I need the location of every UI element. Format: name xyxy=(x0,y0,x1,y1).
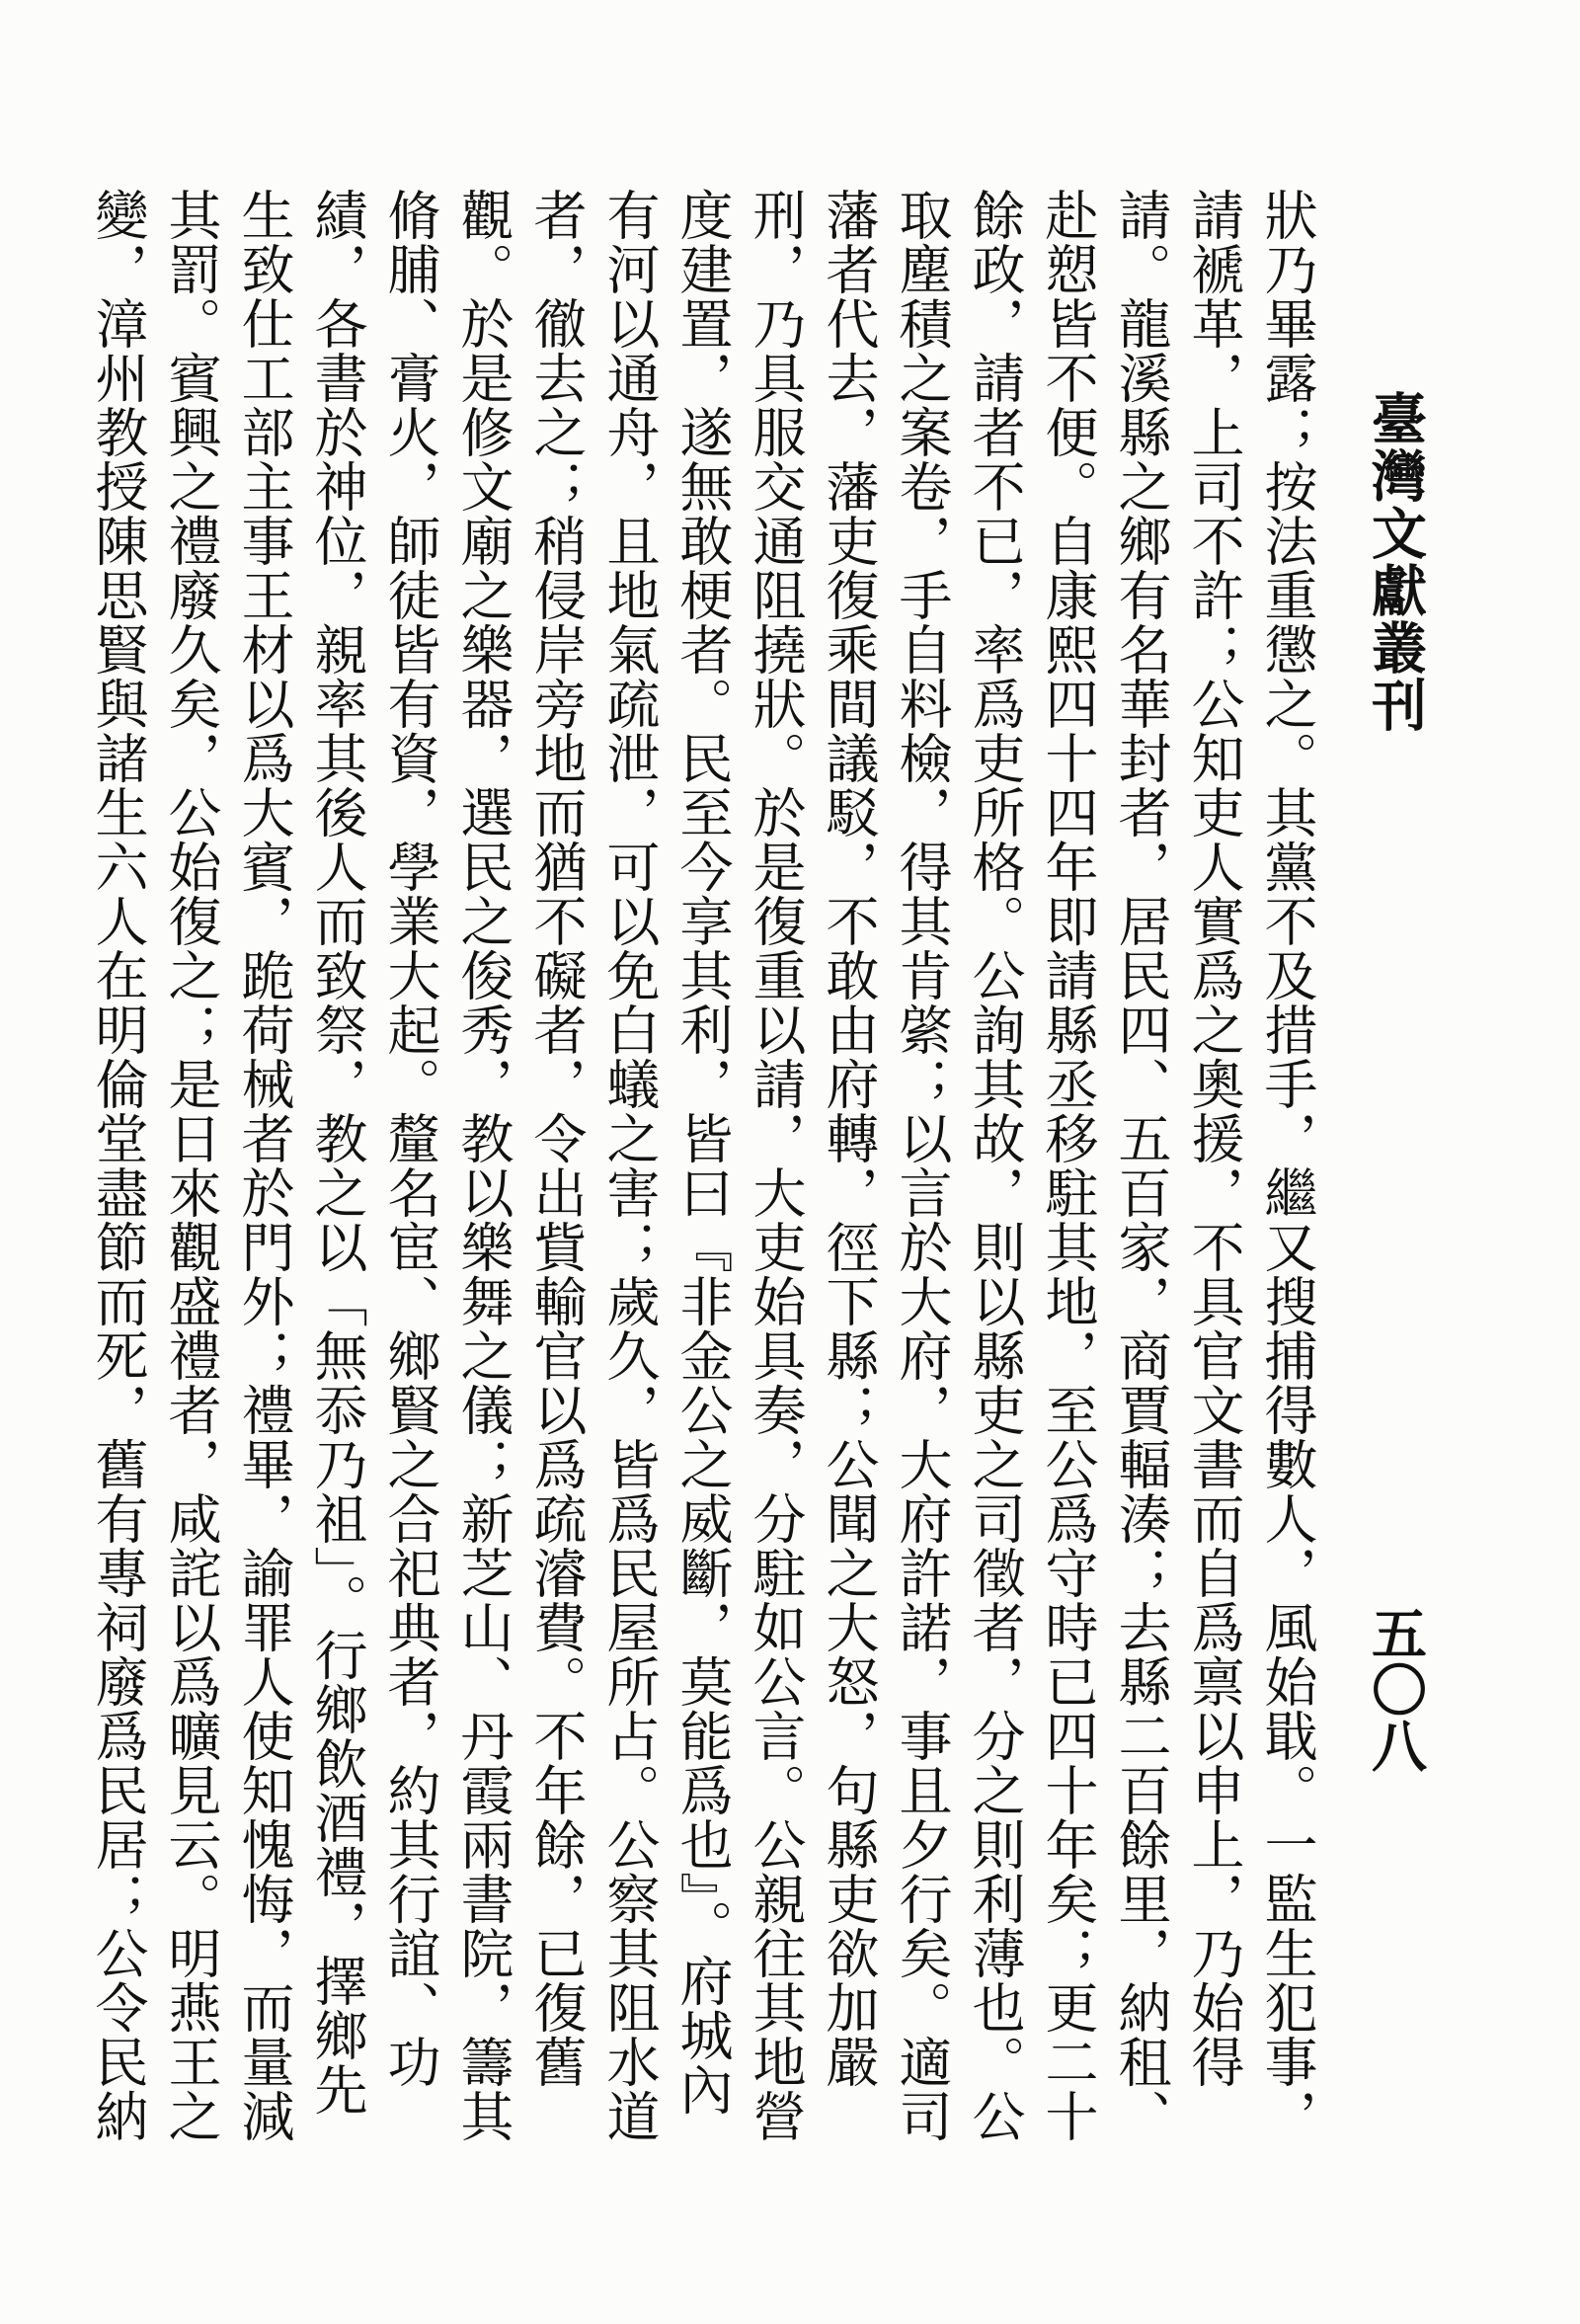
page-number: 五〇八 xyxy=(1363,1605,1428,1774)
vertical-body-text: 狀乃畢露；按法重懲之。其黨不及措手，繼又搜捕得數人，風始戢。一監生犯事，請褫革，上司不許；公知吏人實爲之奧援，不具官文書而自爲禀以申上，乃始得請。龍溪縣之鄉有名華封者，居民四、五百家，商賈輻湊；去縣二百餘里，納租、赴愬皆不便。自康熙四十四年即請縣丞移駐其地，至公爲守時已四十年矣；更二十餘政，請者不已，率爲吏所格。公詢其故，則以縣吏之司徵者，分之則利薄也。公取塵積之案卷，手自料檢，得其肯綮；以言於大府，大府許諾，事且夕行矣。適司藩者代去，藩吏復乘間議駁，不敢由府轉，徑下縣；公聞之大怒，句縣吏欲加嚴刑，乃具服交通阻撓狀。於是復重以請，大吏始具奏，分駐如公言。公親往其地營度建置，遂無敢梗者。民至今享其利，皆曰『非金公之威斷，莫能爲也』。府城內有河以通舟，且地氣疏泄，可以免白蟻之害；歲久，皆爲民屋所占。公察其阻水道者，徹去之；稍侵岸旁地而猶不礙者，令出貲輸官以爲疏濬費。不年餘，已復舊觀。於是修文廟之樂器，選民之俊秀，教以樂舞之儀；新芝山、丹霞兩書院，籌其脩脯、膏火，師徒皆有資，學業大起。釐名宦、鄉賢之合祀典者，約其行誼、功績，各書於神位，親率其後人而致祭，教之以「無忝乃祖」。行鄉飲酒禮，擇鄉先生致仕工部主事王材以爲大賓，跪荷械者於門外；禮畢，諭罪人使知愧悔，而量減其罰。賓興之禮廢久矣，公始復之；是日來觀盛禮者，咸詫以爲曠見云。明燕王之變，漳州教授陳思賢與諸生六人在明倫堂盡節而死，舊有專祠廢爲民居；公令民納 xyxy=(87,188,1318,2143)
book-title: 臺灣文獻叢刊 xyxy=(1363,390,1428,734)
